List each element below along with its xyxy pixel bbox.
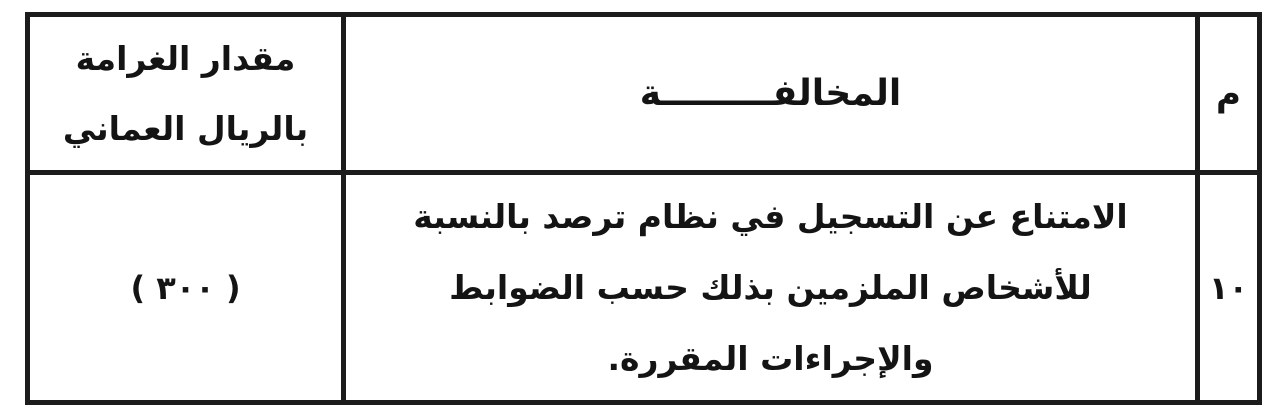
violation-text-line1: الامتناع عن التسجيل في نظام ترصد بالنسبة	[413, 197, 1128, 236]
cell-serial-number: ١٠	[1198, 173, 1260, 403]
header-violation: المخالفـــــــــة	[344, 15, 1198, 173]
header-fine-amount-line2: بالريال العماني	[62, 108, 309, 148]
table-header-row	[28, 15, 1260, 173]
violation-text-line3: والإجراءات المقررة.	[607, 339, 934, 378]
cell-violation-text	[344, 173, 1198, 403]
violation-text-line2: للأشخاص الملزمين بذلك حسب الضوابط	[449, 268, 1092, 307]
header-fine-amount	[28, 15, 344, 173]
cell-fine-amount: ( ٣٠٠ )	[28, 173, 344, 403]
header-serial-number: م	[1198, 15, 1260, 173]
table-row	[28, 173, 1260, 403]
fines-table	[25, 12, 1262, 405]
header-fine-amount-line1: مقدار الغرامة	[75, 38, 296, 78]
